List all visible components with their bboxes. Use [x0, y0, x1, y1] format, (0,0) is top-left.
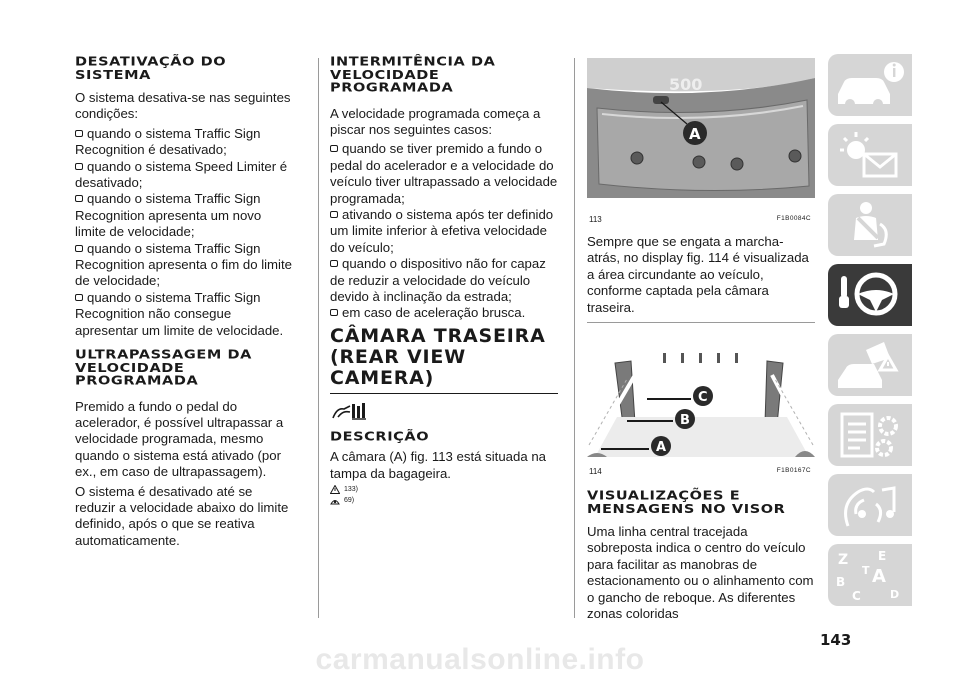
tab-maintenance[interactable] — [828, 404, 912, 466]
figure-113 — [587, 58, 815, 224]
paragraph: O sistema é desativado até se reduzir a velocidade abaixo do limite definido, após o que se reativa automaticamente. — [75, 483, 289, 548]
rear-camera-display-illustration — [587, 345, 815, 460]
heading-descricao: DESCRIÇÃO — [330, 429, 430, 444]
bullet-square-icon — [330, 260, 338, 267]
column-divider — [574, 58, 575, 618]
bullet-square-icon — [75, 130, 83, 137]
figure-caption — [587, 213, 815, 224]
list-item: quando o sistema Traffic Sign Recognition apresenta o fim do limite de velocidade; — [75, 240, 292, 289]
watermark: carmanualsonline.info — [315, 643, 645, 676]
car-info-icon — [828, 54, 912, 116]
multimedia-icon — [828, 474, 912, 536]
maintenance-icon — [828, 404, 912, 466]
heading-ultrapassagem: ULTRAPASSAGEM DA VELOCIDADE PROGRAMADA — [75, 348, 253, 389]
svg-text:Z: Z — [838, 552, 849, 568]
caution-note: 69) — [330, 496, 558, 505]
warning-triangle-icon — [330, 485, 340, 494]
heading-rule — [330, 393, 558, 394]
figure-code: F1B0167C — [776, 467, 811, 475]
list-item: quando se tiver premido a fundo o pedal do acelerador e a velocidade do veículo tiver ultrapassado a velocidade programada; — [330, 141, 558, 206]
list-item: quando o sistema Speed Limiter é desativado; — [75, 158, 288, 191]
tailgate-camera-illustration — [587, 58, 815, 208]
bullet-square-icon — [330, 309, 338, 316]
tab-starting-driving[interactable] — [828, 264, 912, 326]
paragraph: A velocidade programada começa a piscar nos seguintes casos: — [330, 105, 541, 137]
paragraph: Premido a fundo o pedal do acelerador, é possível ultrapassar a velocidade programada, mesmo quando o sistema está ativado (por ex., em caso de ultrapassagem). — [75, 398, 284, 480]
heading-visualizacoes: VISUALIZAÇÕES E MENSAGENS NO VISOR — [587, 489, 786, 516]
list-item: ativando o sistema após ter definido um limite inferior à efetiva velocidade do veículo; — [330, 206, 554, 255]
heading-desativacao: DESATIVAÇÃO DO SISTEMA — [75, 55, 227, 82]
list-item: quando o sistema Traffic Sign Recognition apresenta um novo limite de velocidade; — [75, 191, 262, 240]
paragraph: O sistema desativa-se nas seguintes condições: — [75, 90, 291, 122]
bullet-square-icon — [330, 211, 338, 218]
svg-text:C: C — [852, 589, 861, 603]
bullet-square-icon — [75, 245, 83, 252]
tab-safety[interactable] — [828, 194, 912, 256]
svg-text:T: T — [862, 564, 870, 577]
warning-lights-icon — [828, 124, 912, 186]
paragraph: A câmara (A) fig. 113 está situada na tampa da bagageira. — [330, 449, 547, 481]
column-2 — [330, 56, 558, 507]
callout-a: A — [656, 440, 667, 456]
page-number: 143 — [820, 631, 852, 649]
caution-icon — [330, 496, 340, 505]
camera-hand-icon — [330, 400, 558, 427]
list-item: quando o dispositivo não for capaz de reduzir a velocidade do veículo devido à inclinação da estrada; — [330, 256, 546, 304]
warning-note: 133) — [330, 485, 558, 494]
heading-camara-traseira: CÂMARA TRASEIRA (REAR VIEW CAMERA) — [330, 324, 546, 389]
chapter-tabs — [828, 54, 912, 614]
bullet-square-icon — [330, 145, 338, 152]
paragraph: Uma linha central tracejada sobreposta indica o centro do veículo para facilitar as manobras de estacionamento ou o alinhamento com o gancho de reboque. As diferentes zonas coloridas — [587, 524, 814, 622]
callout-b: B — [680, 413, 690, 429]
bullet-square-icon — [75, 163, 83, 170]
svg-text:B: B — [836, 575, 846, 589]
figure-code: F1B0084C — [776, 215, 811, 222]
list-item: em caso de aceleração brusca. — [330, 305, 558, 321]
bullet-square-icon — [75, 195, 83, 202]
callout-a: A — [689, 125, 701, 143]
figure-number: 114 — [589, 467, 602, 477]
safety-icon — [828, 194, 912, 256]
svg-text:A: A — [872, 566, 886, 587]
callout-c: C — [698, 390, 708, 406]
heading-intermitencia: INTERMITÊNCIA DA VELOCIDADE PROGRAMADA — [330, 55, 496, 96]
tab-multimedia[interactable] — [828, 474, 912, 536]
tab-index[interactable] — [828, 544, 912, 606]
figure-114 — [587, 345, 815, 476]
index-icon — [828, 544, 912, 606]
badge-500-logo: 500 — [669, 75, 703, 94]
list-item: quando o sistema Traffic Sign Recognition é desativado; — [75, 125, 261, 158]
tab-emergency[interactable] — [828, 334, 912, 396]
emergency-icon — [828, 334, 912, 396]
figure-rule — [587, 322, 815, 323]
column-divider — [318, 58, 319, 618]
svg-text:D: D — [890, 588, 900, 601]
column-1 — [75, 56, 295, 552]
steering-wheel-icon — [828, 264, 912, 326]
bullet-square-icon — [75, 294, 83, 301]
column-3 — [587, 58, 815, 625]
figure-number: 113 — [589, 215, 602, 224]
paragraph: Sempre que se engata a marcha-atrás, no display fig. 114 é visualizada a área circundante ao veículo, conforme captada pela câmara traseira. — [587, 234, 809, 315]
tab-car-info[interactable] — [828, 54, 912, 116]
svg-text:E: E — [878, 549, 887, 563]
figure-caption — [587, 465, 815, 476]
tab-warning-lights[interactable] — [828, 124, 912, 186]
list-item: quando o sistema Traffic Sign Recognition não consegue apresentar um limite de velocidade. — [75, 289, 284, 338]
